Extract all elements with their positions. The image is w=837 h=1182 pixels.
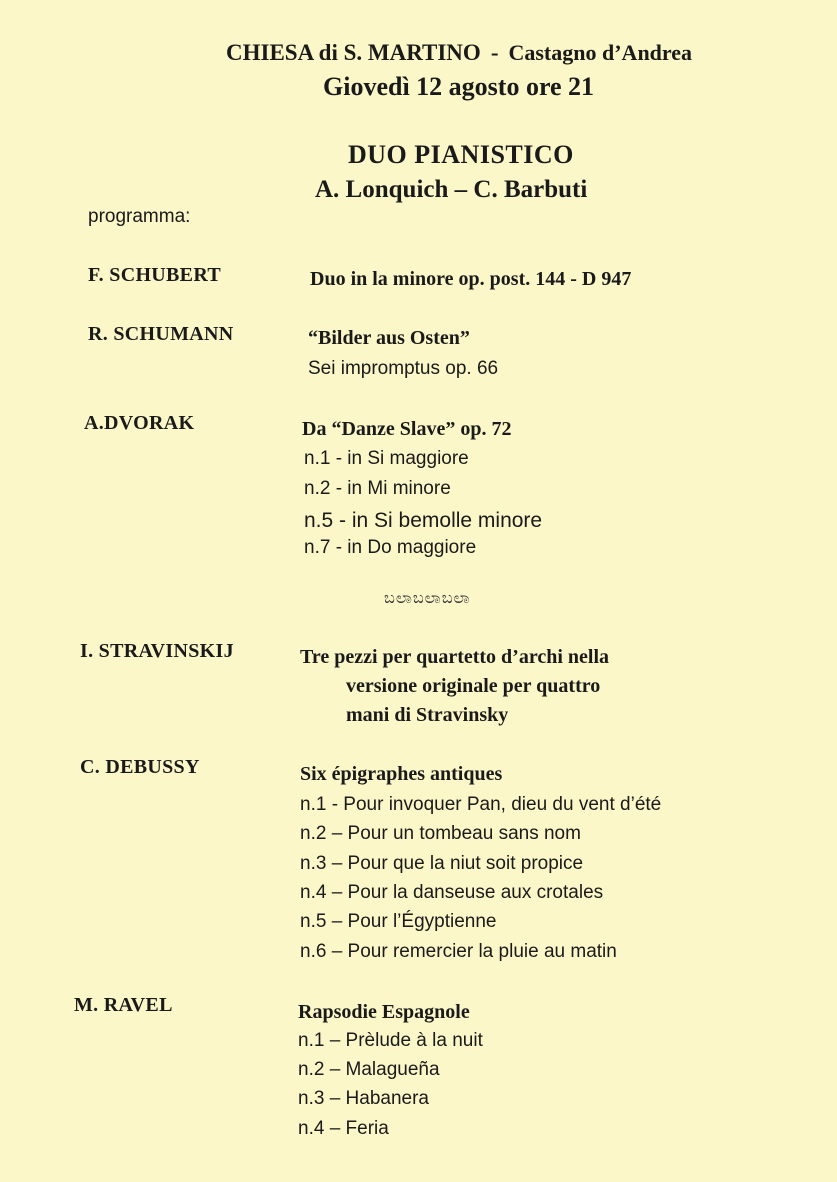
line-debussy-3: n.3 – Pour que la niut soit propice [300,853,584,874]
line-dvorak-4: n.7 - in Do maggiore [304,537,477,558]
venue-location: Castagno d’Andrea [508,40,693,65]
concert-title: DUO PIANISTICO [348,140,574,169]
venue-separator: - [490,40,499,65]
line-ravel-3: n.3 – Habanera [298,1088,429,1109]
line-dvorak-3: n.5 - in Si bemolle minore [304,509,543,532]
work-dvorak: Da “Danze Slave” op. 72 [302,418,512,440]
line-debussy-1: n.1 - Pour invoquer Pan, dieu du vent d’été [300,794,662,815]
line-schumann-1: Sei impromptus op. 66 [308,358,499,379]
line-dvorak-1: n.1 - in Si maggiore [304,448,469,469]
composer-ravel: M. RAVEL [74,994,173,1016]
line-dvorak-2: n.2 - in Mi minore [304,478,451,499]
composer-debussy: C. DEBUSSY [80,756,200,778]
line-stravinskij-1: versione originale per quattro [346,675,601,697]
line-debussy-2: n.2 – Pour un tombeau sans nom [300,823,581,844]
work-schumann: “Bilder aus Osten” [308,327,470,349]
work-schubert: Duo in la minore op. post. 144 - D 947 [310,268,632,290]
composer-schubert: F. SCHUBERT [88,264,222,286]
line-debussy-4: n.4 – Pour la danseuse aux crotales [300,882,604,903]
line-ravel-2: n.2 – Malagueña [298,1059,440,1080]
line-debussy-6: n.6 – Pour remercier la pluie au matin [300,941,617,962]
composer-stravinskij: I. STRAVINSKIJ [80,640,234,662]
work-debussy: Six épigraphes antiques [300,763,503,785]
composer-schumann: R. SCHUMANN [88,323,234,345]
line-ravel-1: n.1 – Prèlude à la nuit [298,1030,483,1051]
venue-line [226,40,692,66]
performers: A. Lonquich – C. Barbuti [315,176,588,203]
concert-date: Giovedì 12 agosto ore 21 [323,72,595,101]
work-ravel: Rapsodie Espagnole [298,1001,470,1023]
line-stravinskij-2: mani di Stravinsky [346,704,509,726]
venue-name: CHIESA di S. MARTINO [226,40,481,65]
ornament-divider: ಬಲಾಬಲಾಬಲಾ [384,590,471,607]
line-debussy-5: n.5 – Pour l’Égyptienne [300,911,497,932]
composer-dvorak: A.DVORAK [84,412,195,434]
program-label: programma: [88,206,191,227]
line-ravel-4: n.4 – Feria [298,1118,389,1139]
work-stravinskij: Tre pezzi per quartetto d’archi nella [300,646,610,668]
